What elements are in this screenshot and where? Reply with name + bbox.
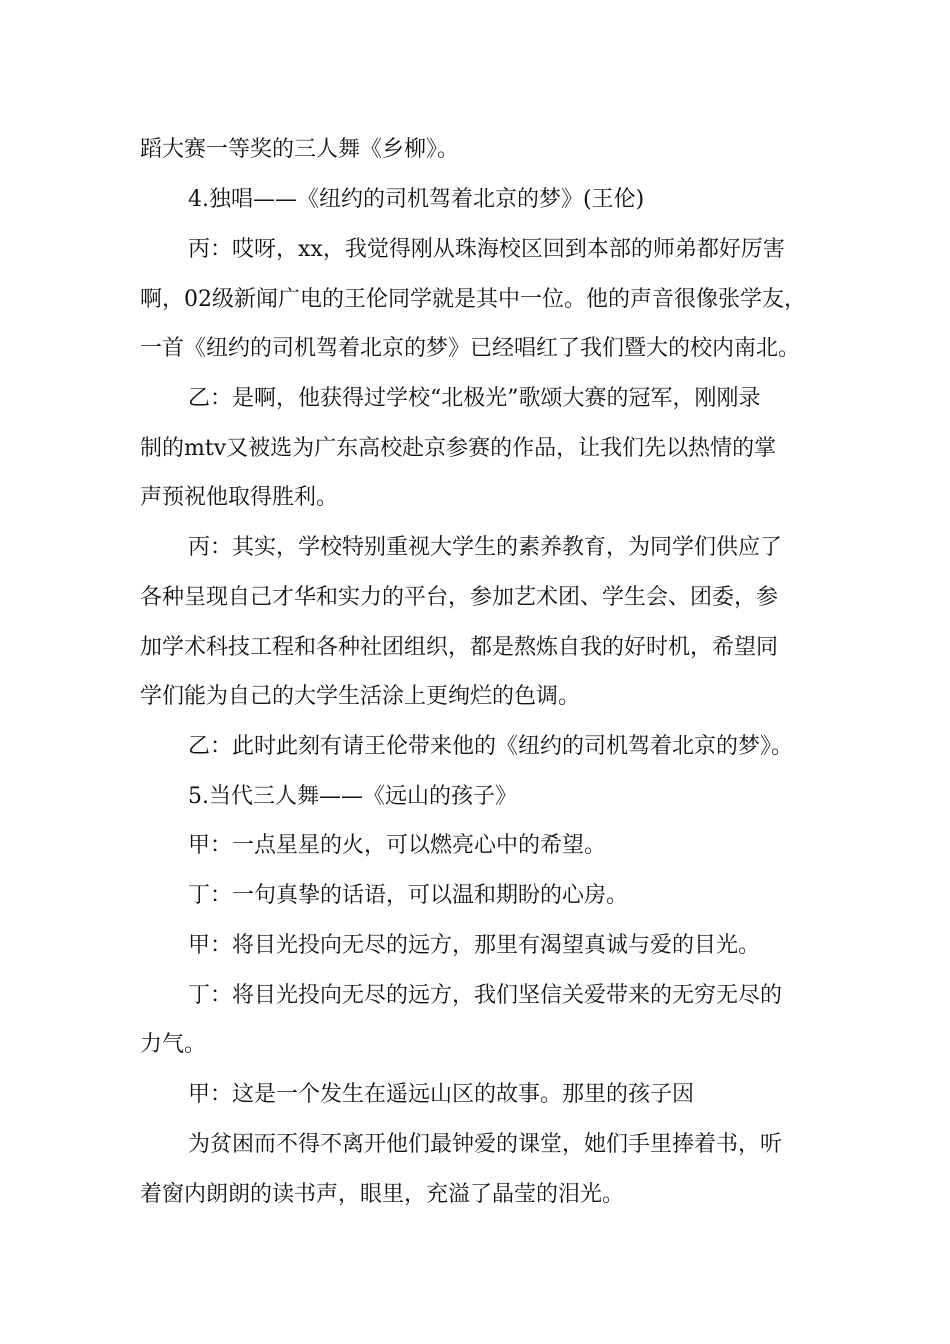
section-heading-5: 5.当代三人舞——《远山的孩子》 <box>188 784 517 809</box>
text-line: 各种呈现自己才华和实力的平台，参加艺术团、学生会、团委，参 <box>140 585 779 610</box>
text-line: 蹈大赛一等奖的三人舞《乡柳》。 <box>140 137 460 162</box>
text-line: 着窗内朗朗的读书声，眼里，充溢了晶莹的泪光。 <box>140 1182 625 1207</box>
text-line: 学们能为自己的大学生活涂上更绚烂的色调。 <box>140 684 581 709</box>
text-line: 一首《纽约的司机驾着北京的梦》已经唱红了我们暨大的校内南北。 <box>140 336 801 361</box>
text-line: 力气。 <box>140 1032 207 1057</box>
text-line: 甲：将目光投向无尽的远方，那里有渴望真诚与爱的目光。 <box>188 933 761 958</box>
text-line: 丙：哎呀，xx，我觉得刚从珠海校区回到本部的师弟都好厉害 <box>188 237 785 262</box>
text-line: 制的mtv又被选为广东高校赴京参赛的作品，让我们先以热情的掌 <box>140 436 777 461</box>
text-line: 丁：将目光投向无尽的远方，我们坚信关爱带来的无穷无尽的 <box>188 983 783 1008</box>
text-line: 丁：一句真挚的话语，可以温和期盼的心房。 <box>188 883 629 908</box>
text-line: 加学术科技工程和各种社团组织，都是熬炼自我的好时机，希望同 <box>140 635 779 660</box>
text-line: 啊，02级新闻广电的王伦同学就是其中一位。他的声音很像张学友， <box>140 287 806 312</box>
text-line: 乙：此时此刻有请王伦带来他的《纽约的司机驾着北京的梦》。 <box>188 734 794 759</box>
text-line: 乙：是啊，他获得过学校“北极光”歌颂大赛的冠军，刚刚录 <box>188 386 761 411</box>
text-line: 丙：其实，学校特别重视大学生的素养教育，为同学们供应了 <box>188 535 783 560</box>
text-line: 甲：这是一个发生在遥远山区的故事。那里的孩子因 <box>188 1082 695 1107</box>
section-heading-4: 4.独唱——《纽约的司机驾着北京的梦》(王伦) <box>188 187 645 212</box>
text-line: 声预祝他取得胜利。 <box>140 485 339 510</box>
text-line: 为贫困而不得不离开他们最钟爱的课堂，她们手里捧着书，听 <box>188 1132 783 1157</box>
text-line: 甲：一点星星的火，可以燃亮心中的希望。 <box>188 833 607 858</box>
